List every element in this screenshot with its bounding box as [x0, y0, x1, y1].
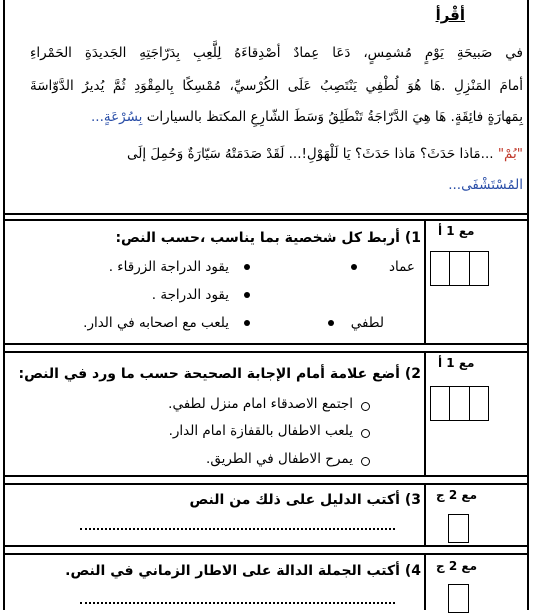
- frame-left-border: [3, 0, 5, 610]
- passage-heading: أقْرأ: [435, 6, 465, 24]
- q2-score-label: مع 1 أ: [438, 356, 475, 370]
- q1-dot-action-2[interactable]: [244, 292, 250, 298]
- q1-action-1: يقود الدراجة الزرقاء .: [108, 259, 229, 275]
- passage-line-3-end: بِسُرْعَةٍ...: [91, 109, 143, 125]
- q1-score-boxes: [430, 251, 489, 286]
- q1-score-box[interactable]: [431, 252, 449, 285]
- q2-title: [18, 366, 421, 382]
- q2-top-border: [3, 351, 529, 353]
- q2-score-separator: [424, 351, 426, 477]
- q1-name-emad: عماد: [389, 259, 415, 275]
- q1-title-text: أربط كل شخصية بما يناسب ،حسب النص:: [115, 230, 400, 246]
- q4-top-border: [3, 553, 529, 555]
- q2-score-box[interactable]: [469, 387, 488, 420]
- passage-sound-word: "بُمْ": [497, 146, 523, 162]
- q2-option-2-radio[interactable]: [361, 429, 370, 438]
- q1-bottom-border: [3, 343, 529, 345]
- q1-action-3: يلعب مع اصحابه في الدار.: [83, 315, 229, 331]
- q1-score-label: مع 1 أ: [438, 224, 475, 238]
- q1-title: [115, 230, 421, 246]
- passage-line-5: المُسْتَشْفَى...: [448, 177, 523, 193]
- q2-number: 2): [404, 366, 421, 382]
- q3-answer-line[interactable]: [80, 528, 395, 530]
- q1-name-lotfi: لطفي: [350, 315, 384, 331]
- q1-dot-emad[interactable]: [351, 264, 357, 270]
- q2-option-2: يلعب الاطفال بالقفازة امام الدار.: [168, 423, 353, 439]
- q1-number: 1): [404, 230, 421, 246]
- q1-action-2: يقود الدراجة .: [151, 287, 229, 303]
- passage-line-4: [127, 146, 523, 162]
- q2-score-box[interactable]: [449, 387, 468, 420]
- q4-score-separator: [424, 553, 426, 610]
- q3-number: 3): [404, 492, 421, 508]
- q4-title: [65, 563, 421, 579]
- q2-option-3-radio[interactable]: [361, 457, 370, 466]
- passage-line-1: في صَبيحَةِ يَوْمٍ مُشمِسٍ، دَعَا عِمادٌ أصْدِقاءَهُ لِلَّعِبِ بِدَرّاجَتِهِ الجَديدَةِ الحَمْراءِ: [30, 45, 523, 61]
- q2-option-1: اجتمع الاصدقاء امام منزل لطفي.: [168, 396, 353, 412]
- q3-bottom-border: [3, 545, 529, 547]
- passage-line-3-text: بِمَهارَةٍ فائِقَةٍ. هَا هِيَ الدَّرّاجَةُ تَنْطَلِقُ وَسَطَ الشّارِعِ المكتظ بالسيارات: [146, 109, 523, 125]
- q4-title-text: أكتب الجملة الدالة على الاطار الزماني في النص.: [65, 563, 400, 579]
- passage-line-3: [91, 109, 523, 125]
- section-divider: [3, 213, 529, 215]
- q3-title-text: أكتب الدليل على ذلك من النص: [189, 492, 400, 508]
- q4-score-label: مع 2 ج: [436, 559, 477, 573]
- q2-option-3: يمرح الاطفال في الطريق.: [206, 451, 353, 467]
- q2-score-boxes: [430, 386, 489, 421]
- q1-dot-action-1[interactable]: [244, 264, 250, 270]
- frame-right-border: [527, 0, 529, 610]
- q2-score-box[interactable]: [431, 387, 449, 420]
- q1-score-box[interactable]: [449, 252, 468, 285]
- q3-score-box[interactable]: [448, 514, 469, 543]
- q2-option-1-radio[interactable]: [361, 402, 370, 411]
- q4-score-box[interactable]: [448, 584, 469, 613]
- q2-bottom-border: [3, 475, 529, 477]
- q3-score-label: مع 2 ج: [436, 488, 477, 502]
- q4-answer-line[interactable]: [80, 602, 395, 604]
- q4-number: 4): [404, 563, 421, 579]
- q3-title: [189, 492, 421, 508]
- q3-top-border: [3, 483, 529, 485]
- passage-line-4-text: ...مَاذا حَدَثَ؟ مَاذا حَدَثَ؟ يَا لَلْهَوْلِ!... لَقَدْ صَدَمَتْهُ سَيّارَةٌ وَحُمِلَ إلَى: [126, 146, 494, 162]
- q1-dot-lotfi[interactable]: [328, 320, 334, 326]
- q3-score-separator: [424, 483, 426, 547]
- q1-score-separator: [424, 219, 426, 345]
- q1-top-border: [3, 219, 529, 221]
- q1-score-box[interactable]: [469, 252, 488, 285]
- passage-line-2: أمامَ المَنْزِلِ .هَا هُوَ لُطْفِي يَنْتَصِبُ عَلَى الكُرْسيِّ، مُمْسِكًا بِالمِقْوَدِ ثُمَّ يُديرُ الدَّوّاسَةَ: [30, 78, 523, 94]
- q1-dot-action-3[interactable]: [244, 320, 250, 326]
- q2-title-text: أضع علامة أمام الإجابة الصحيحة حسب ما ورد في النص:: [18, 366, 400, 382]
